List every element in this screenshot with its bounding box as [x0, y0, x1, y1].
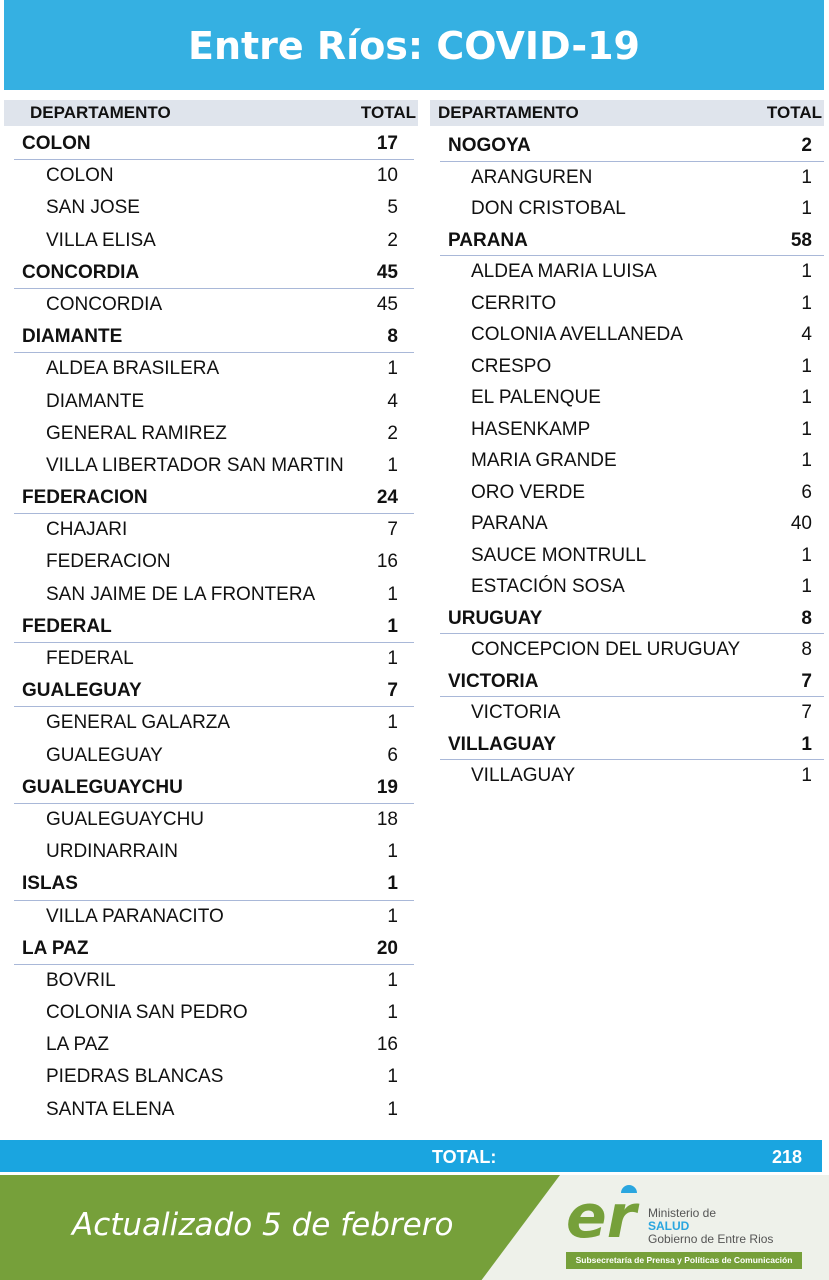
locality-row [440, 162, 824, 194]
ministry-logo [566, 1183, 826, 1278]
department-row [14, 257, 414, 289]
department-row [440, 225, 824, 257]
locality-name: ARANGUREN [471, 166, 593, 188]
locality-total: 5 [387, 197, 398, 219]
department-name: VICTORIA [448, 670, 539, 692]
department-name: URUGUAY [448, 607, 543, 629]
locality-name: GUALEGUAY [46, 744, 163, 766]
department-row [14, 675, 414, 707]
locality-total: 2 [387, 422, 398, 444]
locality-name: SAN JAIME DE LA FRONTERA [46, 583, 316, 605]
locality-row [14, 707, 414, 739]
locality-name: COLONIA AVELLANEDA [471, 324, 683, 345]
header-total: TOTAL [766, 103, 822, 122]
locality-name: CONCORDIA [46, 293, 163, 315]
ministry-line: Ministerio de [648, 1206, 717, 1220]
department-total: 7 [387, 680, 398, 702]
locality-name: URDINARRAIN [46, 841, 178, 863]
department-total: 7 [801, 670, 812, 692]
department-row [440, 729, 824, 761]
department-row [440, 603, 824, 635]
department-name: COLON [22, 133, 91, 154]
locality-name: VILLA PARANACITO [46, 905, 224, 927]
subsecretaria-label: Subsecretaría de Prensa y Políticas de Comunicación [566, 1252, 802, 1269]
column-header-left [4, 100, 418, 126]
locality-total: 7 [387, 519, 398, 541]
department-total: 20 [376, 937, 398, 959]
locality-total: 40 [790, 513, 812, 534]
locality-total: 16 [376, 1034, 398, 1056]
locality-row [14, 997, 414, 1029]
locality-row [14, 740, 414, 772]
locality-row [14, 901, 414, 933]
locality-name: SANTA ELENA [46, 1098, 175, 1120]
department-total: 45 [376, 261, 398, 283]
locality-name: CONCEPCION DEL URUGUAY [471, 639, 741, 660]
locality-total: 8 [801, 639, 812, 660]
locality-name: ESTACIÓN SOSA [471, 576, 625, 597]
locality-row [440, 382, 824, 414]
locality-name: GENERAL GALARZA [46, 712, 231, 734]
column-header-right [430, 100, 824, 126]
locality-name: DIAMANTE [46, 390, 145, 412]
department-row [14, 128, 414, 160]
locality-total: 1 [801, 450, 812, 471]
locality-total: 18 [376, 808, 398, 830]
locality-name: DON CRISTOBAL [471, 198, 626, 219]
locality-name: GENERAL RAMIREZ [46, 422, 227, 444]
right-table [440, 130, 824, 792]
er-logo-icon: er [566, 1182, 637, 1252]
department-row [14, 933, 414, 965]
locality-total: 1 [801, 544, 812, 566]
department-row [14, 868, 414, 900]
locality-name: CHAJARI [46, 519, 128, 541]
locality-name: ALDEA MARIA LUISA [471, 261, 657, 282]
department-name: PARANA [448, 229, 528, 251]
locality-total: 1 [801, 387, 812, 408]
locality-name: CERRITO [471, 292, 557, 314]
locality-total: 1 [387, 1066, 398, 1088]
locality-row [14, 418, 414, 450]
locality-name: EL PALENQUE [471, 387, 601, 408]
page-title: Entre Ríos: COVID-19 [4, 0, 824, 90]
department-name: ISLAS [22, 873, 78, 895]
locality-name: LA PAZ [46, 1034, 110, 1056]
header-department: DEPARTAMENTO [438, 103, 579, 122]
locality-row [14, 192, 414, 224]
locality-name: ALDEA BRASILERA [46, 358, 220, 380]
locality-total: 1 [387, 648, 398, 669]
department-name: VILLAGUAY [448, 733, 557, 755]
locality-name: HASENKAMP [471, 418, 591, 440]
locality-row [14, 450, 414, 482]
locality-row [14, 1029, 414, 1061]
header-total: TOTAL [360, 103, 416, 122]
locality-row [440, 540, 824, 572]
locality-name: VILLA ELISA [46, 229, 156, 251]
locality-total: 1 [801, 576, 812, 597]
locality-row [14, 353, 414, 385]
department-total: 24 [376, 487, 398, 509]
department-name: DIAMANTE [22, 326, 123, 348]
total-value: 218 [771, 1147, 802, 1167]
locality-total: 6 [801, 481, 812, 503]
department-total: 1 [387, 615, 398, 637]
locality-total: 1 [387, 905, 398, 927]
left-table [14, 128, 414, 1126]
locality-total: 1 [387, 358, 398, 380]
locality-row [440, 571, 824, 603]
locality-name: SAN JOSE [46, 197, 140, 219]
locality-name: PIEDRAS BLANCAS [46, 1066, 224, 1088]
department-name: CONCORDIA [22, 261, 140, 283]
locality-row [440, 445, 824, 477]
department-name: NOGOYA [448, 135, 531, 156]
locality-name: VILLA LIBERTADOR SAN MARTIN [46, 454, 344, 476]
department-row [14, 482, 414, 514]
locality-row [14, 965, 414, 997]
locality-total: 1 [801, 166, 812, 188]
locality-row [14, 804, 414, 836]
locality-row [14, 514, 414, 546]
locality-row [440, 351, 824, 383]
locality-name: PARANA [471, 513, 548, 534]
locality-row [14, 1061, 414, 1093]
department-row [14, 772, 414, 804]
locality-name: GUALEGUAYCHU [46, 808, 205, 830]
locality-name: FEDERACION [46, 551, 171, 573]
department-row [14, 611, 414, 643]
locality-total: 1 [801, 261, 812, 282]
locality-row [440, 634, 824, 666]
locality-name: COLONIA SAN PEDRO [46, 1002, 248, 1024]
department-total: 17 [376, 133, 398, 154]
footer [0, 1175, 829, 1280]
locality-total: 16 [376, 551, 398, 573]
locality-total: 1 [387, 841, 398, 863]
locality-total: 2 [387, 229, 398, 251]
locality-row [440, 477, 824, 509]
department-total: 8 [387, 326, 398, 348]
locality-total: 1 [387, 583, 398, 605]
department-total: 2 [801, 135, 812, 156]
total-label: TOTAL: [432, 1147, 497, 1167]
locality-row [14, 579, 414, 611]
locality-name: MARIA GRANDE [471, 450, 617, 471]
locality-row [440, 256, 824, 288]
department-total: 1 [387, 873, 398, 895]
locality-name: ORO VERDE [471, 481, 586, 503]
department-row [440, 666, 824, 698]
department-total: 8 [801, 607, 812, 629]
locality-row [440, 760, 824, 792]
locality-name: VICTORIA [471, 702, 561, 723]
locality-total: 1 [801, 765, 812, 786]
locality-total: 10 [376, 165, 398, 187]
department-name: GUALEGUAYCHU [22, 776, 183, 798]
locality-total: 1 [801, 292, 812, 314]
locality-row [440, 508, 824, 540]
locality-total: 6 [387, 744, 398, 766]
locality-total: 4 [801, 324, 812, 345]
department-row [440, 130, 824, 162]
department-total: 1 [801, 733, 812, 755]
gov-line: Gobierno de Entre Rios [648, 1232, 774, 1246]
department-name: FEDERACION [22, 487, 148, 509]
locality-row [14, 386, 414, 418]
locality-name: COLON [46, 165, 114, 187]
salud-line: SALUD [648, 1219, 690, 1233]
locality-total: 7 [801, 702, 812, 723]
locality-row [440, 288, 824, 320]
locality-total: 1 [387, 712, 398, 734]
locality-row [440, 414, 824, 446]
locality-total: 4 [387, 390, 398, 412]
header-department: DEPARTAMENTO [30, 103, 171, 122]
locality-name: CRESPO [471, 355, 552, 377]
department-row [14, 321, 414, 353]
locality-name: VILLAGUAY [471, 765, 576, 786]
locality-name: BOVRIL [46, 969, 116, 991]
department-name: GUALEGUAY [22, 680, 142, 702]
locality-row [14, 1094, 414, 1126]
locality-total: 1 [387, 454, 398, 476]
locality-row [14, 546, 414, 578]
locality-total: 1 [801, 418, 812, 440]
locality-row [440, 697, 824, 729]
department-name: FEDERAL [22, 615, 112, 637]
locality-row [440, 319, 824, 351]
department-total: 19 [376, 776, 398, 798]
locality-total: 1 [387, 1098, 398, 1120]
locality-name: SAUCE MONTRULL [471, 544, 647, 566]
department-name: LA PAZ [22, 937, 89, 959]
locality-total: 1 [801, 355, 812, 377]
locality-total: 1 [801, 198, 812, 219]
locality-row [440, 193, 824, 225]
locality-row [14, 225, 414, 257]
locality-row [14, 160, 414, 192]
locality-total: 1 [387, 969, 398, 991]
ministry-text [648, 1207, 773, 1246]
locality-row [14, 643, 414, 675]
total-bar [0, 1140, 822, 1172]
locality-row [14, 289, 414, 321]
locality-total: 1 [387, 1002, 398, 1024]
locality-row [14, 836, 414, 868]
department-total: 58 [790, 229, 812, 251]
locality-name: FEDERAL [46, 648, 134, 669]
updated-text: Actualizado 5 de febrero [72, 1207, 454, 1243]
locality-total: 45 [376, 293, 398, 315]
